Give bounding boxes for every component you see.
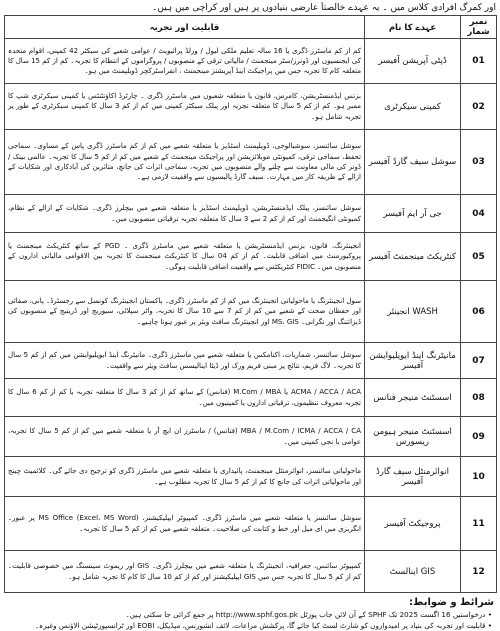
post-name: GIS اینالسٹ	[365, 551, 461, 593]
table-header-row	[5, 16, 497, 39]
row-number: 11	[461, 497, 497, 551]
table-row	[5, 343, 497, 379]
post-name: اسسٹنٹ منیجر فنانس	[365, 379, 461, 417]
terms-item: • درخواستیں 16 اگست 2025 تک SPHF کے آن لائن جاب پورٹل http://www.sphf.gos.pk پر جمع کرائی جا سکتی ہیں۔	[125, 610, 492, 619]
row-number: 08	[461, 379, 497, 417]
intro-line: اور کمرگ افرادی کلاس میں ۔ یہ عہدے خالصتاً عارضی بنیادوں پر ہیں اور کراچی میں ہیں۔	[152, 3, 496, 13]
row-number: 10	[461, 457, 497, 497]
qualification-text: سوشل سائنسز یا متعلقہ شعبے میں ماسٹرز ڈگری۔ کمپیوٹر ایپلیکیشنز، MS Office (Excel، MS Word) پر عبور۔ انگریزی میں ای میل اور خط و کتابت کی صلاحیت۔ متعلقہ شعبے میں کم از کم 5 سال کا تجربہ۔	[5, 497, 365, 551]
table-row	[5, 457, 497, 497]
qualification-text: کمپیوٹر سائنس، جغرافیہ، انجینئرنگ یا متعلقہ شعبے میں بیچلرز ڈگری۔ GIS اور ریموٹ سینسنگ میں خصوصی قابلیت۔ کم از کم 5 سال کا تجربہ جس میں GIS ایپلیکیشنز اور کم از کم 10 سال کا کام کا تجربہ شامل ہو۔	[5, 551, 365, 593]
header-post: عہدے کا نام	[365, 16, 461, 39]
qualification-text: ماحولیاتی سائنسز، انوائرمنٹل مینجمنٹ، پائیداری یا متعلقہ شعبے میں ماسٹرز ڈگری کو ترجیح دی جائے گی۔ کلائمیٹ چینج اور ماحولیاتی اثرات کی جانچ کا کم از کم 5 سال کا تجربہ مطلوب ہے۔	[5, 457, 365, 497]
header-qualification: قابلیت اور تجربہ	[5, 16, 365, 39]
terms-item: • قابلیت اور تجربہ کی بنیاد پر امیدواروں کو شارٹ لسٹ کیا جائے گا، پرکشش مراعات، لائف انشورنس، میڈیکل، EOBI اور ٹرانسپورٹیشن الاؤنس وغیرہ۔	[34, 621, 492, 630]
row-number: 12	[461, 551, 497, 593]
qualification-text: MBA / M.Com / ICMA / ACCA / CA (فنانس) / ماسٹرز ان ایچ آر یا متعلقہ شعبے میں کم از کم 5 سال کا تجربہ، عوامی یا نجی کمپنی میں۔	[5, 417, 365, 457]
terms-title: شرائط و ضوابط:	[409, 597, 494, 608]
table-row	[5, 281, 497, 343]
qualification-text: سوشل سائنسز، سوشیالوجی، ڈویلپمنٹ اسٹڈیز یا متعلقہ شعبے میں کم از کم ماسٹرز ڈگری پاس کے مساوی۔ سماجی تحفظ، سماجی ترقی، کمیونٹی موبلائزیشن اور پراجیکٹ مینجمنٹ کے شعبے میں کم از کم 5 سال کا تجربہ۔ عالمی بینک / ڈونر کی مالی معاونت سے چلنے والے منصوبوں میں تجربہ، سماجی اثرات کی جانچ، متاثرین کی آبادکاری اور شکایات کے ازالے کے طریقہ کار میں مہارت۔ سیف گارڈ پالیسیوں سے واقفیت لازمی ہے۔	[5, 130, 365, 195]
section-separator	[4, 593, 496, 595]
terms-list	[4, 609, 496, 631]
qualification-text: ACMA / ACCA / ACA یا M.Com / MBA (فنانس) کے ساتھ کم از کم 3 سال کا متعلقہ تجربہ یا کم از کم 6 سال کا تجربہ معروف تنظیموں، ترقیاتی اداروں یا کمپنیوں میں۔	[5, 379, 365, 417]
table-row	[5, 497, 497, 551]
row-number: 09	[461, 417, 497, 457]
qualification-text: بزنس ایڈمنسٹریشن، کامرس، قانون یا متعلقہ شعبوں میں ماسٹرز ڈگری ۔ چارٹرڈ اکاؤنٹنٹس یا کمپنی سیکرٹری شپ کا ممبر ہو۔ کم از کم 5 سال کا متعلقہ تجربہ اور پبلک سیکٹر کمپنی میں کم از کم 3 سال کا کمپنی سیکرٹری کے طور پر تجربہ شامل ہو۔	[5, 84, 365, 130]
post-name: سوشل سیف گارڈ آفیسر	[365, 130, 461, 195]
qualification-text: کم از کم ماسٹرز ڈگری یا 16 سالہ تعلیم ملکی لیول / ورلڈ پرائیویٹ / عوامی شعبے کی سیکٹر 42 کمپنی، اقوام متحدہ کی ایجنسیوں اور ڈونرز/سٹر مینجمنٹ / مالیاتی ترقی کے منصوبوں / پروگراموں کے انتظام کا تجربہ۔ کم از کم 15 سال کا متعلقہ کام کا تجربہ جس میں پراجیکٹ اینڈ آپریشنز مینجمنٹ ، انفراسٹرکچر ڈویلپمنٹ میں ہو۔	[5, 39, 365, 84]
row-number: 03	[461, 130, 497, 195]
row-number: 05	[461, 233, 497, 281]
table-row	[5, 233, 497, 281]
post-name: کمپنی سیکرٹری	[365, 84, 461, 130]
qualification-text: سول انجینئرنگ یا ماحولیاتی انجینئرنگ میں کم از کم ماسٹرز ڈگری۔ پاکستان انجینئرنگ کونسل سے رجسٹرڈ۔ پانی، صفائی اور حفظان صحت کے شعبے میں کم از کم 7 سے 10 سال کا تجربہ، واٹر سپلائی، سیوریج اور ڈرینیج کے منصوبوں کی ڈیزائننگ اور نگرانی۔ MS، GIS اور انجینئرنگ سافٹ ویئر پر عبور ہونا چاہیے۔	[5, 281, 365, 343]
row-number: 02	[461, 84, 497, 130]
table-row	[5, 195, 497, 233]
post-name: ڈپٹی آپریشن آفیسر	[365, 39, 461, 84]
post-name: مانیٹرنگ اینڈ ایویلیوایشن آفیسر	[365, 343, 461, 379]
header-no: نمبر شمار	[461, 16, 497, 39]
post-name: WASH انجینئر	[365, 281, 461, 343]
jobs-table	[4, 15, 497, 593]
post-name: جی آر ایم آفیسر	[365, 195, 461, 233]
post-name: کنٹریکٹ مینجمنٹ آفیسر	[365, 233, 461, 281]
table-row	[5, 39, 497, 84]
row-number: 07	[461, 343, 497, 379]
table-row	[5, 551, 497, 593]
table-row	[5, 417, 497, 457]
post-name: انوائرمنٹل سیف گارڈ آفیسر	[365, 457, 461, 497]
qualification-text: سوشل سائنسز، پبلک ایڈمنسٹریشن، ڈویلپمنٹ اسٹڈیز یا متعلقہ شعبے میں بیچلرز ڈگری۔ شکایات کے ازالے کے نظام، کمیونٹی انگیجمنٹ اور کم از کم 2 سے 3 سال کا متعلقہ تجربہ ترقیاتی منصوبوں میں۔	[5, 195, 365, 233]
row-number: 01	[461, 39, 497, 84]
table-row	[5, 130, 497, 195]
qualification-text: انجینئرنگ، قانون، بزنس ایڈمنسٹریشن یا متعلقہ شعبے میں ماسٹرز ڈگری ۔ PGD کے ساتھ کنٹریکٹ مینجمنٹ یا پروکیورمنٹ میں اضافی قابلیت۔ کم از کم 04 سال کا کنٹریکٹ مینجمنٹ کا تجربہ بین الاقوامی مالیاتی اداروں کے منصوبوں میں۔ FIDIC کنٹریکٹس سے واقفیت اضافی قابلیت ہوگی۔	[5, 233, 365, 281]
qualification-text: سوشل سائنسز، شماریات، اکنامکس یا متعلقہ شعبے میں ماسٹرز ڈگری۔ مانیٹرنگ اینڈ ایویلیوایشن میں کم از کم 5 سال کا تجربہ۔ لاگ فریم، نتائج پر مبنی فریم ورک اور ڈیٹا اینالیسس سافٹ ویئر سے واقفیت۔	[5, 343, 365, 379]
post-name: اسسٹنٹ منیجر ہیومن ریسورس	[365, 417, 461, 457]
row-number: 04	[461, 195, 497, 233]
post-name: پروجیکٹ آفیسر	[365, 497, 461, 551]
table-row	[5, 84, 497, 130]
row-number: 06	[461, 281, 497, 343]
table-row	[5, 379, 497, 417]
